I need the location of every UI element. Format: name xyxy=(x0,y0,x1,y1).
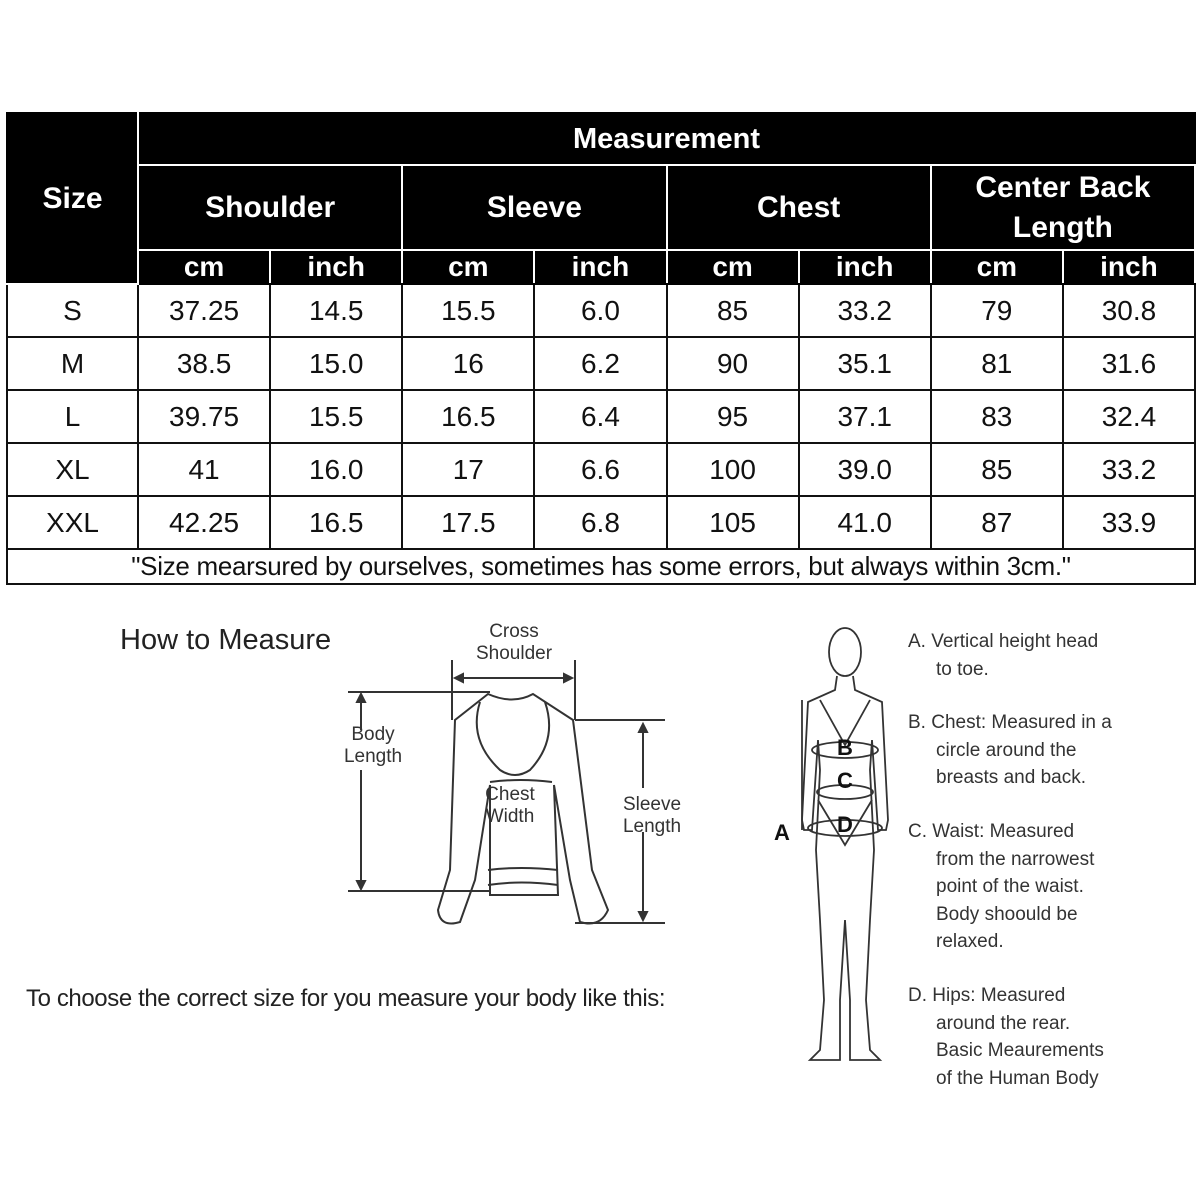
value-cell: 6.2 xyxy=(534,337,666,390)
value-cell: 41.0 xyxy=(799,496,931,549)
value-cell: 15.5 xyxy=(402,284,534,337)
unit-header: cm xyxy=(931,250,1063,284)
value-cell: 85 xyxy=(931,443,1063,496)
value-cell: 95 xyxy=(667,390,799,443)
table-row xyxy=(7,337,1195,390)
value-cell: 79 xyxy=(931,284,1063,337)
value-cell: 16.5 xyxy=(270,496,402,549)
value-cell: 37.25 xyxy=(138,284,270,337)
value-cell: 81 xyxy=(931,337,1063,390)
body-letter-b: B xyxy=(837,735,853,760)
value-cell: 39.0 xyxy=(799,443,931,496)
table-row xyxy=(7,390,1195,443)
group-header-center-back-length: Center Back Length xyxy=(931,165,1195,250)
label-chest-width: Chest Width xyxy=(485,784,535,827)
description-line: breasts and back. xyxy=(936,767,1086,788)
body-figure-diagram xyxy=(790,620,900,1070)
unit-header: inch xyxy=(270,250,402,284)
value-cell: 87 xyxy=(931,496,1063,549)
table-row xyxy=(7,496,1195,549)
description-line: A. Vertical height head xyxy=(908,631,1099,652)
body-letter-d: D xyxy=(837,812,853,837)
value-cell: 38.5 xyxy=(138,337,270,390)
value-cell: 32.4 xyxy=(1063,390,1195,443)
group-header-sleeve: Sleeve xyxy=(402,165,666,250)
value-cell: 33.2 xyxy=(1063,443,1195,496)
size-note: "Size mearsured by ourselves, sometimes has some errors, but always within 3cm." xyxy=(7,549,1195,584)
value-cell: 33.9 xyxy=(1063,496,1195,549)
body-letter-c: C xyxy=(837,768,853,793)
description-b xyxy=(908,709,1112,792)
value-cell: 17 xyxy=(402,443,534,496)
measurement-header: Measurement xyxy=(138,113,1195,165)
description-line: to toe. xyxy=(936,658,989,680)
size-cell: XXL xyxy=(7,496,138,549)
value-cell: 6.4 xyxy=(534,390,666,443)
size-cell: L xyxy=(7,390,138,443)
unit-header: cm xyxy=(138,250,270,284)
value-cell: 17.5 xyxy=(402,496,534,549)
value-cell: 105 xyxy=(667,496,799,549)
value-cell: 15.5 xyxy=(270,390,402,443)
value-cell: 15.0 xyxy=(270,337,402,390)
description-line: D. Hips: Measured xyxy=(908,985,1066,1006)
description-line: around the rear. xyxy=(936,1012,1071,1034)
description-line: Basic Meaurements xyxy=(936,1040,1104,1061)
description-c xyxy=(908,818,1094,956)
unit-header: cm xyxy=(402,250,534,284)
value-cell: 6.0 xyxy=(534,284,666,337)
description-a xyxy=(908,628,1098,683)
body-letter-a: A xyxy=(774,820,790,845)
label-sleeve-length: Sleeve Length xyxy=(622,794,682,837)
value-cell: 16.5 xyxy=(402,390,534,443)
description-line: from the narrowest xyxy=(936,848,1095,870)
size-chart-table xyxy=(6,112,1196,585)
value-cell: 85 xyxy=(667,284,799,337)
how-to-measure-title: How to Measure xyxy=(120,624,332,656)
value-cell: 37.1 xyxy=(799,390,931,443)
group-header-chest: Chest xyxy=(667,165,931,250)
description-line: of the Human Body xyxy=(936,1067,1099,1089)
size-cell: XL xyxy=(7,443,138,496)
size-cell: S xyxy=(7,284,138,337)
size-cell: M xyxy=(7,337,138,390)
value-cell: 6.8 xyxy=(534,496,666,549)
table-row xyxy=(7,284,1195,337)
description-line: C. Waist: Measured xyxy=(908,821,1075,842)
value-cell: 33.2 xyxy=(799,284,931,337)
label-body-length: Body Length xyxy=(343,724,403,767)
unit-header: cm xyxy=(667,250,799,284)
value-cell: 42.25 xyxy=(138,496,270,549)
value-cell: 90 xyxy=(667,337,799,390)
value-cell: 41 xyxy=(138,443,270,496)
value-cell: 35.1 xyxy=(799,337,931,390)
value-cell: 39.75 xyxy=(138,390,270,443)
choose-size-instruction: To choose the correct size for you measure your body like this: xyxy=(26,985,666,1012)
value-cell: 6.6 xyxy=(534,443,666,496)
description-line: point of the waist. xyxy=(936,876,1084,897)
group-header-shoulder: Shoulder xyxy=(138,165,402,250)
value-cell: 30.8 xyxy=(1063,284,1195,337)
unit-header: inch xyxy=(1063,250,1195,284)
size-header: Size xyxy=(7,113,138,284)
value-cell: 16.0 xyxy=(270,443,402,496)
description-line: circle around the xyxy=(936,739,1077,761)
description-line: Body shoould be xyxy=(936,903,1078,925)
value-cell: 83 xyxy=(931,390,1063,443)
unit-header: inch xyxy=(534,250,666,284)
value-cell: 14.5 xyxy=(270,284,402,337)
label-cross-shoulder: Cross Shoulder xyxy=(475,621,553,664)
table-row xyxy=(7,443,1195,496)
value-cell: 16 xyxy=(402,337,534,390)
unit-header: inch xyxy=(799,250,931,284)
value-cell: 31.6 xyxy=(1063,337,1195,390)
value-cell: 100 xyxy=(667,443,799,496)
description-line: relaxed. xyxy=(936,931,1004,952)
description-line: B. Chest: Measured in a xyxy=(908,712,1112,733)
description-d xyxy=(908,982,1104,1092)
